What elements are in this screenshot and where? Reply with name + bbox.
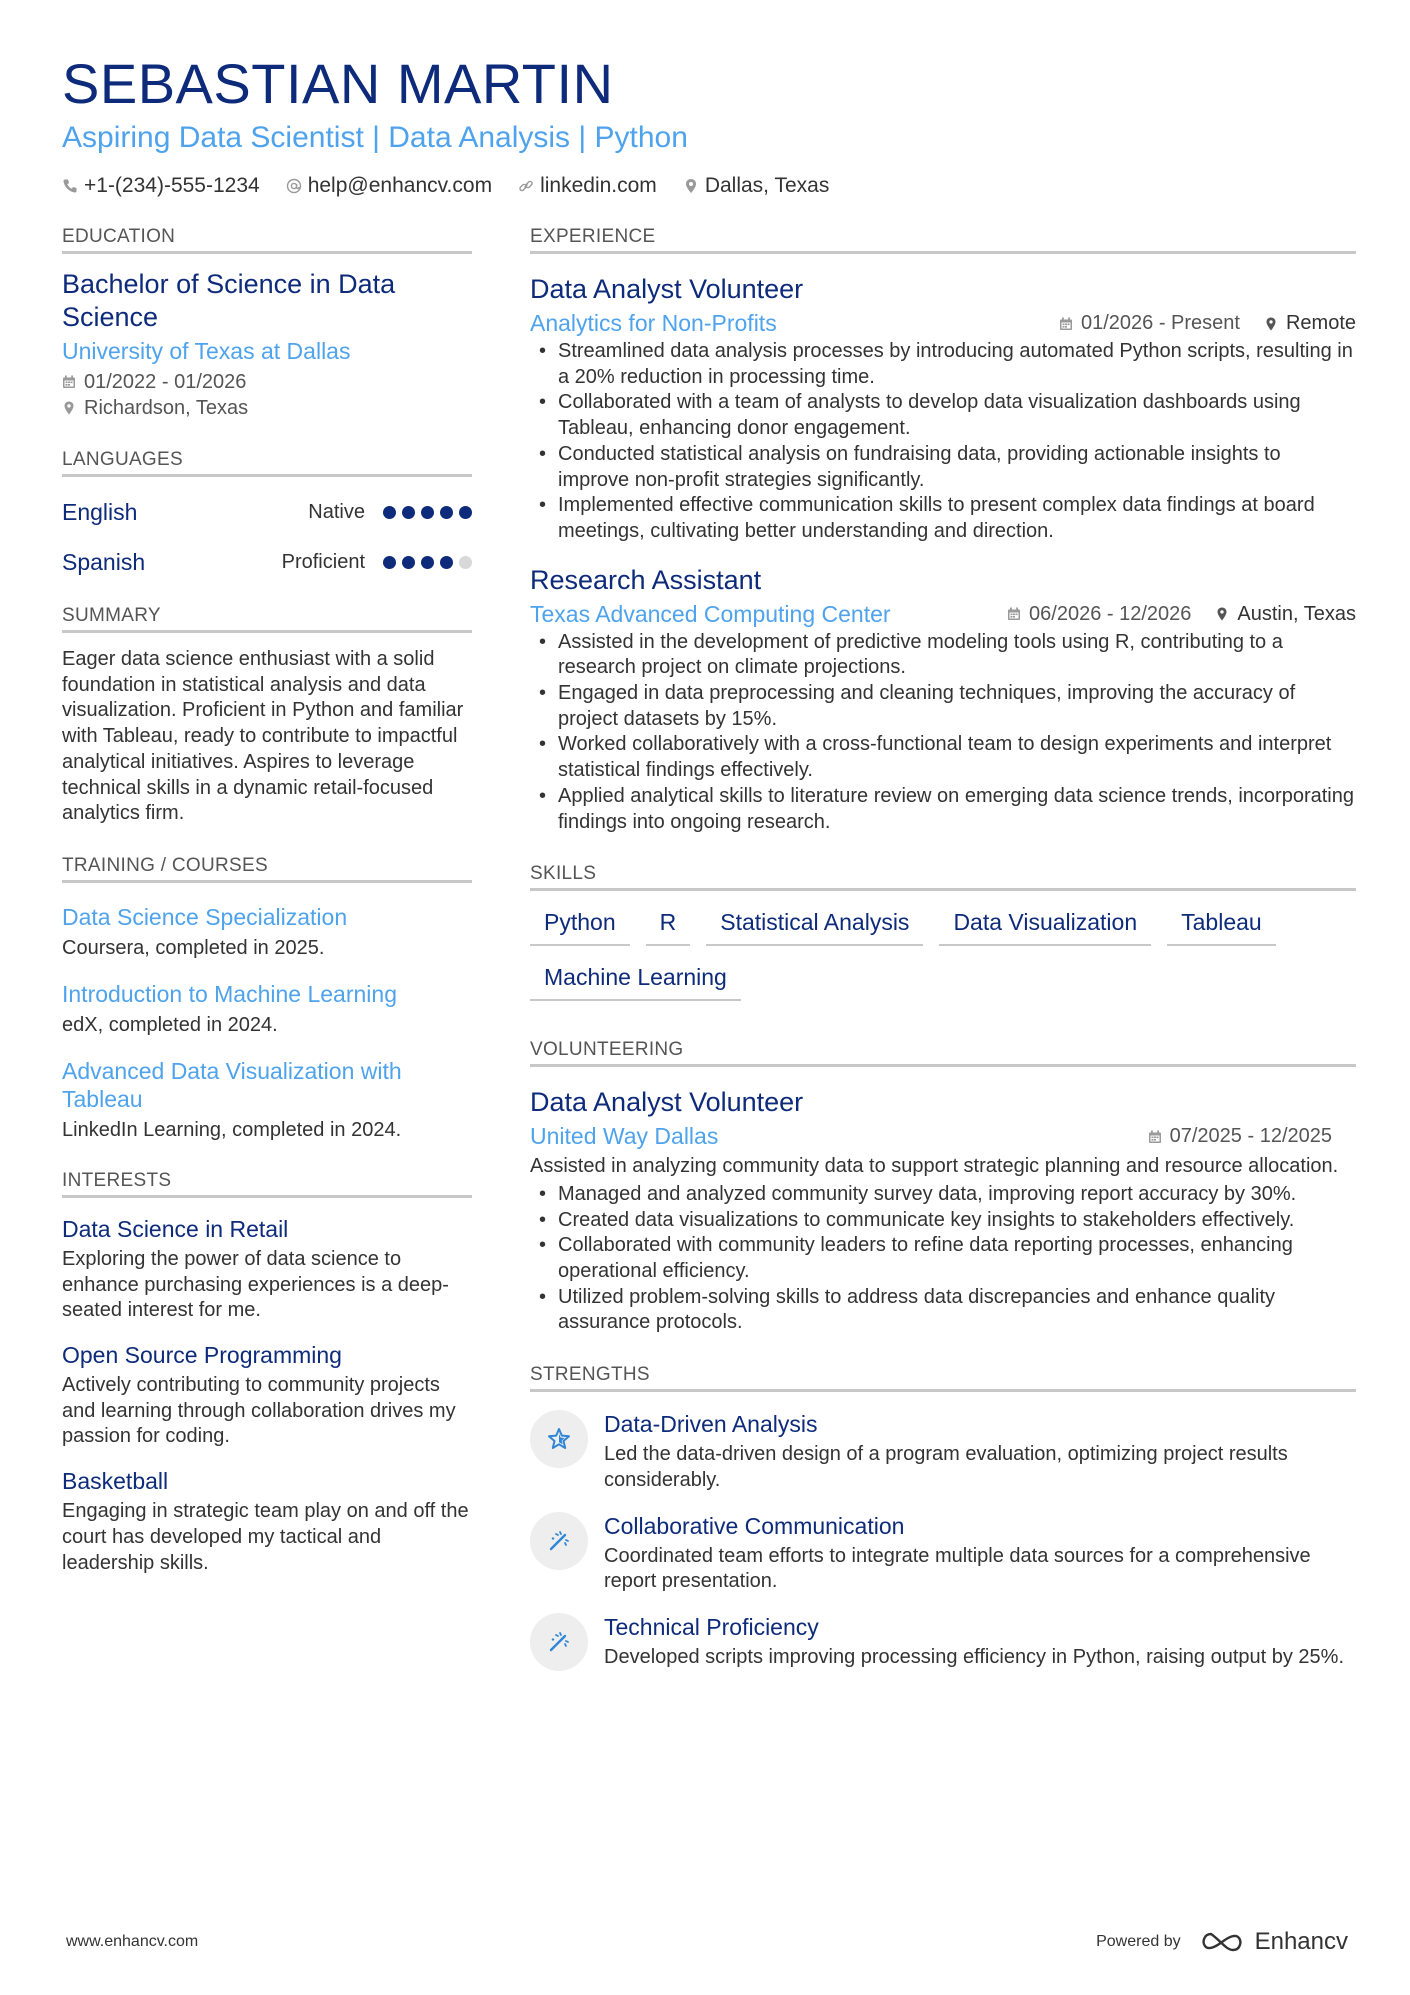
interest-item [62,1342,472,1450]
map-pin-icon [1264,317,1278,331]
left-column [62,226,472,1604]
job-title: Research Assistant [530,564,762,595]
proficiency-dot-empty [459,556,472,569]
proficiency-dots [383,506,472,519]
volunteer-dates [1148,1125,1332,1148]
job-title: Data Analyst Volunteer [530,274,804,304]
star-icon [530,1410,588,1468]
job-dates-text: 06/2026 - 12/2026 [1029,602,1192,625]
brand-logo[interactable] [1199,1928,1348,1956]
linkedin-text: linkedin.com [540,174,657,197]
brand-name: Enhancv [1254,1928,1348,1955]
powered-label: Powered by [1096,1933,1181,1950]
bullet-item: • Assisted in the development of predictive modeling tools using R, contributing to a research project on climate projections. [530,630,1356,681]
strength-title: Collaborative Communication [604,1512,905,1539]
calendar-icon [62,375,76,389]
section-title: INTERESTS [62,1170,472,1198]
bullet-item: • Engaged in data preprocessing and cleaning techniques, improving the accuracy of project datasets by 15%. [530,681,1356,732]
interest-desc: Engaging in strategic team play on and off the court has developed my tactical and leadership skills. [62,1500,469,1574]
phone-icon [62,178,78,194]
bullet-item: • Managed and analyzed community survey data, improving report accuracy by 30%. [530,1182,1356,1208]
interest-item [62,1468,472,1576]
strength-item [530,1613,1356,1671]
contact-email[interactable] [286,174,492,198]
section-title: TRAINING / COURSES [62,855,472,883]
volunteer-meta [1148,1125,1332,1148]
skill-tag: R [646,909,691,946]
proficiency-dot-filled [421,556,434,569]
course-item [62,903,472,960]
powered-by [1096,1928,1348,1956]
map-pin-icon [1215,607,1229,621]
job-location [1215,603,1356,626]
resume-header [62,52,1352,198]
job-bullets [530,630,1356,836]
bullet-item: • Implemented effective communication skills to present complex data findings at board meetings, cultivating better understanding and direction. [530,493,1356,544]
magic-wand-icon [530,1512,588,1570]
bullet-item: • Streamlined data analysis processes by introducing automated Python scripts, resulting in a 20% reduction in processing time. [530,339,1356,390]
job-row [530,310,1356,337]
bullet-item: • Applied analytical skills to literature review on emerging data science trends, incorporating findings into ongoing research. [530,784,1356,835]
volunteer-desc: Assisted in analyzing community data to support strategic planning and resource allocation. [530,1155,1339,1178]
skill-tag: Statistical Analysis [706,909,923,946]
contact-bar [62,174,1352,198]
enhancv-logo-icon [1199,1930,1245,1954]
job-meta [1007,603,1356,626]
job-dates-text: 01/2026 - Present [1080,312,1240,334]
edu-dates [62,369,472,395]
magic-wand-icon [530,1613,588,1671]
edu-location-text: Richardson, Texas [84,397,249,419]
map-pin-icon [62,401,76,415]
job-entry [530,563,1356,836]
language-level: Proficient [281,550,365,573]
volunteering-section [530,1039,1356,1336]
map-pin-icon [683,178,699,194]
section-title: STRENGTHS [530,1364,1356,1392]
bullet-item: • Collaborated with community leaders to refine data reporting processes, enhancing operational efficiency. [530,1233,1356,1284]
contact-phone[interactable] [62,174,260,198]
school: University of Texas at Dallas [62,338,351,364]
proficiency-dot-filled [402,556,415,569]
job-dates [1059,312,1240,335]
course-item [62,1057,472,1142]
strength-desc: Developed scripts improving processing efficiency in Python, raising output by 25%. [604,1645,1345,1668]
summary-text: Eager data science enthusiast with a solid foundation in statistical analysis and data visualization. Proficient in Python and familiar with Tableau, ready to contribute to impactful analytical initiatives. Aspires to leverage technical skills in a dynamic retail-focused analytics firm. [62,648,464,825]
experience-section [530,226,1356,835]
language-row [62,497,472,527]
language-name: Spanish [62,548,146,575]
edu-dates-text: 01/2022 - 01/2026 [84,371,247,393]
language-level: Native [308,500,365,523]
skill-tag: Data Visualization [939,909,1151,946]
link-icon [518,178,534,194]
job-dates [1007,603,1191,626]
proficiency-dot-filled [459,506,472,519]
job-entry [530,272,1356,545]
footer-url[interactable]: www.enhancv.com [66,1933,199,1950]
bullet-item: • Created data visualizations to communicate key insights to stakeholders effectively. [530,1208,1356,1234]
calendar-icon [1007,607,1021,621]
course-title: Advanced Data Visualization with Tableau [62,1057,402,1112]
interest-title: Basketball [62,1468,169,1495]
language-row [62,547,472,577]
skill-tag: Tableau [1167,909,1276,946]
summary-section [62,605,472,827]
bullet-item: • Collaborated with a team of analysts to develop data visualization dashboards using Tableau, enhancing donor engagement. [530,390,1356,441]
proficiency-dot-filled [402,506,415,519]
bullet-item: • Conducted statistical analysis on fundraising data, providing actionable insights to improve non-profit strategies significantly. [530,442,1356,493]
section-title: EXPERIENCE [530,226,1356,254]
interests-section [62,1170,472,1576]
strength-item [530,1410,1356,1493]
calendar-icon [1059,317,1073,331]
job-company: Analytics for Non-Profits [530,310,777,336]
interest-desc: Actively contributing to community projects and learning through collaboration drives my passion for coding. [62,1374,456,1448]
skill-tag: Machine Learning [530,964,741,1001]
job-row [530,601,1356,628]
strength-desc: Coordinated team efforts to integrate multiple data sources for a comprehensive report presentation. [604,1544,1311,1593]
section-title: LANGUAGES [62,449,472,477]
strength-desc: Led the data-driven design of a program evaluation, optimizing project results considerably. [604,1443,1288,1491]
degree: Bachelor of Science in Data Science [62,269,396,332]
section-title: SKILLS [530,863,1356,891]
proficiency-dots [383,556,472,569]
at-icon [286,178,302,194]
job-meta [1059,312,1356,335]
section-title: EDUCATION [62,226,472,254]
strength-item [530,1512,1356,1595]
proficiency-dot-filled [440,506,453,519]
strengths-section [530,1364,1356,1671]
training-section [62,855,472,1142]
proficiency-dot-filled [383,556,396,569]
interest-title: Data Science in Retail [62,1215,289,1242]
contact-location [683,174,830,198]
page-footer [66,1928,1348,1956]
proficiency-dot-filled [383,506,396,519]
strength-title: Technical Proficiency [604,1613,819,1640]
right-column [530,226,1356,1699]
job-bullets [530,339,1356,545]
candidate-name: SEBASTIAN MARTIN [62,52,614,115]
bullet-item: • Utilized problem-solving skills to address data discrepancies and enhance quality assurance protocols. [530,1285,1356,1336]
job-location-text: Remote [1285,312,1356,334]
languages-section [62,449,472,577]
interest-item [62,1216,472,1324]
edu-location [62,395,472,421]
volunteer-dates-text: 07/2025 - 12/2025 [1169,1125,1332,1148]
course-item [62,980,472,1037]
section-title: VOLUNTEERING [530,1039,1356,1067]
proficiency-dot-filled [440,556,453,569]
skills-list [530,909,1360,1001]
course-meta: edX, completed in 2024. [62,1013,278,1036]
volunteer-org: United Way Dallas [530,1123,719,1150]
job-company: Texas Advanced Computing Center [530,600,891,627]
language-name: English [62,498,138,525]
volunteer-bullets [530,1182,1356,1336]
interest-desc: Exploring the power of data science to enhance purchasing experiences is a deep-seated interest for me. [62,1247,449,1322]
location-text: Dallas, Texas [704,174,830,197]
course-title: Introduction to Machine Learning [62,980,397,1007]
course-meta: Coursera, completed in 2025. [62,936,325,959]
bullet-item: • Worked collaboratively with a cross-functional team to design experiments and interpret statistical findings effectively. [530,732,1356,783]
skills-section [530,863,1356,1001]
calendar-icon [1148,1130,1162,1144]
candidate-headline: Aspiring Data Scientist | Data Analysis | Python [62,121,688,154]
job-location-text: Austin, Texas [1237,602,1356,625]
phone-text: +1-(234)-555-1234 [84,174,260,197]
volunteer-row [530,1123,1356,1150]
skill-tag: Python [530,909,630,946]
volunteer-role: Data Analyst Volunteer [530,1087,804,1118]
job-location [1264,312,1356,335]
proficiency-dot-filled [421,506,434,519]
section-title: SUMMARY [62,605,472,633]
course-title: Data Science Specialization [62,903,348,930]
interest-title: Open Source Programming [62,1342,342,1369]
email-text: help@enhancv.com [307,174,493,197]
education-section [62,226,472,421]
course-meta: LinkedIn Learning, completed in 2024. [62,1118,402,1141]
strength-title: Data-Driven Analysis [604,1411,818,1438]
contact-linkedin[interactable] [518,174,657,198]
